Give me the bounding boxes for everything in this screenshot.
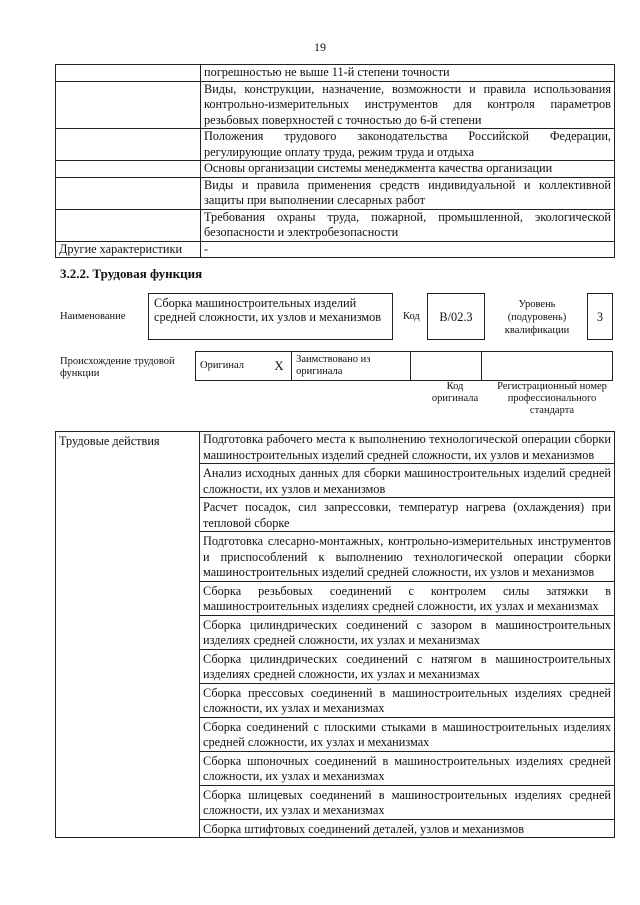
origin-table xyxy=(195,351,613,381)
labor-action: Сборка цилиндрических соединений с зазором в машиностроительных изделиях средней сложности, их узлах и механизмах xyxy=(200,615,615,649)
original-label: Оригинал xyxy=(196,352,267,381)
knowledge-item: Требования охраны труда, пожарной, промышленной, экологической безопасности и электробезопасности xyxy=(201,209,615,241)
table-row xyxy=(56,432,615,464)
reg-number-caption: Регистрационный номер профессионального стандарта xyxy=(497,381,607,416)
labor-action: Сборка шпоночных соединений в машиностроительных изделиях средней сложности, их узлах и механизмах xyxy=(200,751,615,785)
labor-action: Сборка прессовых соединений в машиностроительных изделиях средней сложности, их узлах и механизмах xyxy=(200,683,615,717)
code-label: Код xyxy=(403,311,420,322)
table-row xyxy=(56,241,615,258)
table-row xyxy=(196,352,613,381)
origin-label: Происхождение трудовой функции xyxy=(60,356,175,379)
knowledge-item: Виды и правила применения средств индивидуальной и коллективной защиты при выполнении слесарных работ xyxy=(201,177,615,209)
name-label: Наименование xyxy=(60,311,126,322)
other-characteristics-label: Другие характеристики xyxy=(56,241,201,258)
labor-action: Подготовка рабочего места к выполнению технологической операции сборки машиностроительных изделий средней сложности, их узлов и механизмов xyxy=(200,432,615,464)
page-number: 19 xyxy=(314,40,326,54)
labor-action: Анализ исходных данных для сборки машиностроительных изделий средней сложности, их узлов и механизмов xyxy=(200,464,615,498)
knowledge-item: Положения трудового законодательства Российской Федерации, регулирующие оплату труда, режим труда и отдыха xyxy=(201,129,615,161)
function-name: Сборка машиностроительных изделий средней сложности, их узлов и механизмов xyxy=(148,293,393,340)
borrowed-label: Заимствовано из оригинала xyxy=(292,352,410,381)
table-row xyxy=(56,161,615,178)
labor-action: Сборка цилиндрических соединений с натягом в машиностроительных изделиях средней сложности, их узлах и механизмах xyxy=(200,649,615,683)
labor-actions-table xyxy=(55,431,615,838)
knowledge-item: Виды, конструкции, назначение, возможности и правила использования контрольно-измерительных инструментов для контроля параметров резьбовых поверхностей с точностью до 6-й степени xyxy=(201,81,615,129)
qualification-level: 3 xyxy=(587,293,613,340)
origin-code-caption: Код оригинала xyxy=(431,381,479,404)
labor-action: Сборка соединений с плоскими стыками в машиностроительных изделиях средней сложности, их узлах и механизмах xyxy=(200,717,615,751)
knowledge-item: погрешностью не выше 11-й степени точности xyxy=(201,65,615,82)
knowledge-table xyxy=(55,64,615,258)
table-row xyxy=(56,177,615,209)
knowledge-item: Основы организации системы менеджмента качества организации xyxy=(201,161,615,178)
labor-actions-label: Трудовые действия xyxy=(56,432,200,838)
function-code: B/02.3 xyxy=(427,293,485,340)
labor-action: Сборка штифтовых соединений деталей, узлов и механизмов xyxy=(200,819,615,838)
table-row xyxy=(56,209,615,241)
original-mark: X xyxy=(267,352,292,381)
labor-action: Подготовка слесарно-монтажных, контрольно-измерительных инструментов и приспособлений к выполнению технологической операции сборки машиностроительных изделий средней сложности, их узлов и механизмов xyxy=(200,532,615,582)
table-row xyxy=(56,81,615,129)
table-row xyxy=(56,65,615,82)
other-characteristics-value: - xyxy=(201,241,615,258)
section-heading: 3.2.2. Трудовая функция xyxy=(60,266,203,281)
table-row xyxy=(56,129,615,161)
labor-action: Сборка шлицевых соединений в машиностроительных изделиях средней сложности, их узлах и механизмах xyxy=(200,785,615,819)
level-label: Уровень (подуровень) квалификации xyxy=(504,299,570,336)
labor-action: Расчет посадок, сил запрессовки, температур нагрева (охлаждения) при тепловой сборке xyxy=(200,498,615,532)
labor-action: Сборка резьбовых соединений с контролем силы затяжки в машиностроительных изделиях средней сложности, их узлах и механизмах xyxy=(200,581,615,615)
